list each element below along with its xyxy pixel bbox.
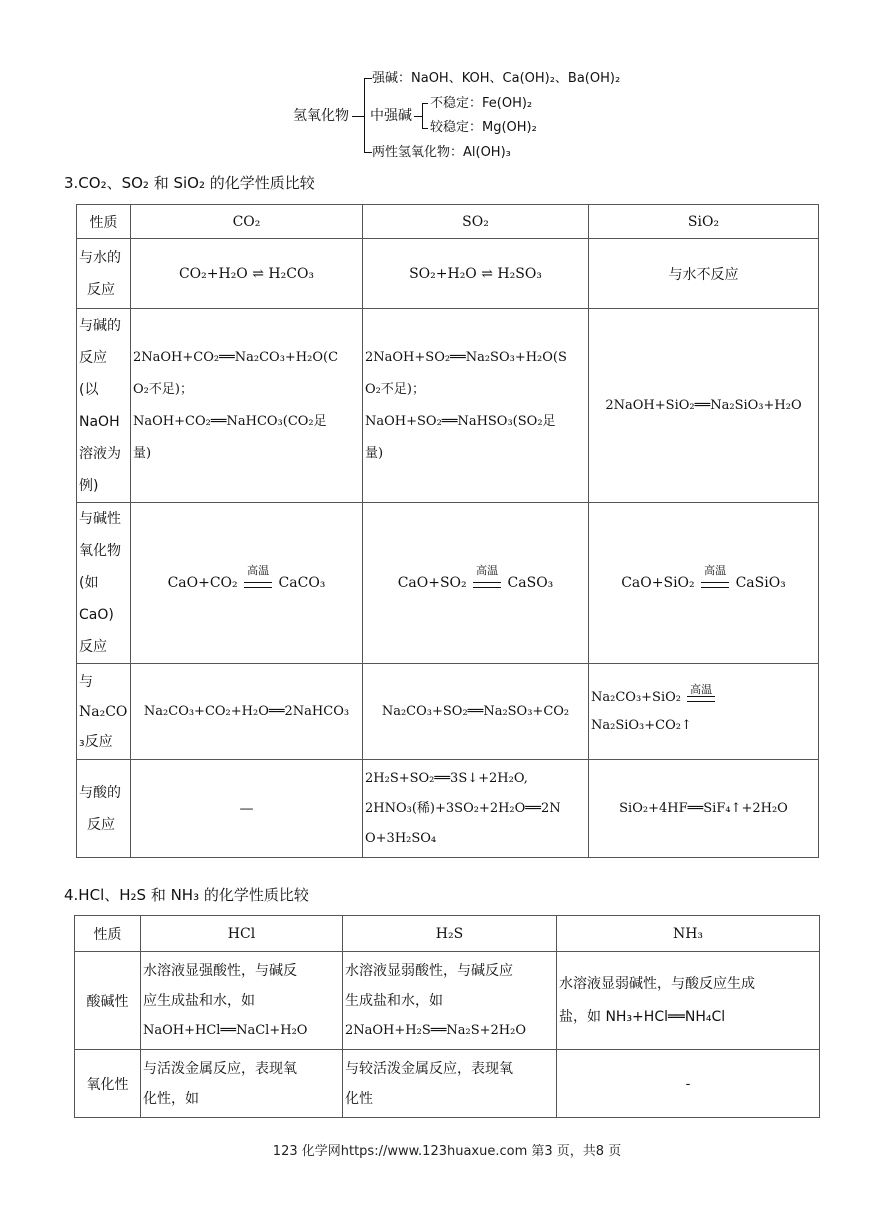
so2-water-reaction: SO₂+H₂O ⇌ H₂SO₃ [363, 239, 589, 309]
table-header-row [75, 916, 820, 952]
so2-na2co3-reaction: Na₂CO₃+SO₂══Na₂SO₃+CO₂ [363, 664, 589, 760]
page-footer: 123 化学网https://www.123huaxue.com 第3 页，共8 页 [272, 1144, 622, 1159]
table-row [77, 503, 819, 664]
prop-acidity: 酸碱性 [75, 952, 141, 1050]
table-row [77, 309, 819, 503]
table-row [75, 1050, 820, 1118]
so2-base-reaction: 2NaOH+SO₂══Na₂SO₃+H₂O(S O₂不足)； NaOH+SO₂══NaHSO₃(SO₂足 量) [363, 309, 589, 503]
so2-acid-reaction: 2H₂S+SO₂══3S↓+2H₂O, 2HNO₃(稀)+3SO₂+2H₂O══2N O+3H₂SO₄ [363, 760, 589, 858]
co2-oxide-reaction: CaO+CO₂ 高温 CaCO₃ [131, 503, 363, 664]
co2-na2co3-reaction: Na₂CO₃+CO₂+H₂O══2NaHCO₃ [131, 664, 363, 760]
header-sio2: SiO₂ [589, 205, 819, 239]
table-oxides [76, 204, 819, 858]
co2-water-reaction: CO₂+H₂O ⇌ H₂CO₃ [131, 239, 363, 309]
hcl-oxidizing: 与活泼金属反应，表现氧 化性，如 [141, 1050, 343, 1118]
high-temp-condition: 高温 [471, 574, 503, 592]
header-nh3: NH₃ [557, 916, 820, 952]
table-row [75, 952, 820, 1050]
co2-acid-reaction: — [131, 760, 363, 858]
tree-strong-base: 强碱：NaOH、KOH、Ca(OH)₂、Ba(OH)₂ [372, 71, 621, 86]
tree-amphoteric: 两性氢氧化物：Al(OH)₃ [372, 145, 511, 160]
sio2-na2co3-reaction: Na₂CO₃+SiO₂ 高温 Na₂SiO₃+CO₂↑ [589, 664, 819, 760]
prop-water: 与水的 反应 [77, 239, 131, 309]
prop-base: 与碱的 反应 (以 NaOH 溶液为 例) [77, 309, 131, 503]
table-row [77, 239, 819, 309]
prop-sodium-carbonate: 与 Na₂CO ₃反应 [77, 664, 131, 760]
table-hydrides [74, 915, 820, 1118]
header-property: 性质 [75, 916, 141, 952]
high-temp-condition: 高温 [685, 688, 717, 706]
tree-unstable: 不稳定：Fe(OH)₂ [430, 96, 533, 111]
sio2-acid-reaction: SiO₂+4HF══SiF₄↑+2H₂O [589, 760, 819, 858]
high-temp-condition: 高温 [242, 574, 274, 592]
header-hcl: HCl [141, 916, 343, 952]
h2s-oxidizing: 与较活泼金属反应，表现氧 化性 [343, 1050, 557, 1118]
table-row [77, 664, 819, 760]
nh3-oxidizing: - [557, 1050, 820, 1118]
sio2-water-reaction: 与水不反应 [589, 239, 819, 309]
prop-basic-oxide: 与碱性 氧化物 (如 CaO) 反应 [77, 503, 131, 664]
co2-base-reaction: 2NaOH+CO₂══Na₂CO₃+H₂O(C O₂不足)； NaOH+CO₂══NaHCO₃(CO₂足 量) [131, 309, 363, 503]
section3-heading: 3.CO₂、SO₂ 和 SiO₂ 的化学性质比较 [64, 174, 315, 192]
tree-root: 氢氧化物 [293, 108, 349, 124]
header-h2s: H₂S [343, 916, 557, 952]
prop-acid: 与酸的 反应 [77, 760, 131, 858]
tree-medium-base: 中强碱 [370, 108, 412, 124]
tree-connector [352, 116, 364, 117]
high-temp-condition: 高温 [699, 574, 731, 592]
table-row [77, 760, 819, 858]
tree-stable: 较稳定：Mg(OH)₂ [430, 120, 537, 135]
sio2-base-reaction: 2NaOH+SiO₂══Na₂SiO₃+H₂O [589, 309, 819, 503]
tree-brace [364, 78, 365, 153]
sio2-oxide-reaction: CaO+SiO₂ 高温 CaSiO₃ [589, 503, 819, 664]
tree-subbrace [422, 103, 423, 129]
header-co2: CO₂ [131, 205, 363, 239]
hcl-acidity: 水溶液显强酸性，与碱反 应生成盐和水，如 NaOH+HCl══NaCl+H₂O [141, 952, 343, 1050]
so2-oxide-reaction: CaO+SO₂ 高温 CaSO₃ [363, 503, 589, 664]
table-header-row [77, 205, 819, 239]
nh3-basicity: 水溶液显弱碱性，与酸反应生成 盐，如 NH₃+HCl══NH₄Cl [557, 952, 820, 1050]
header-so2: SO₂ [363, 205, 589, 239]
h2s-acidity: 水溶液显弱酸性，与碱反应 生成盐和水，如 2NaOH+H₂S══Na₂S+2H₂O [343, 952, 557, 1050]
section4-heading: 4.HCl、H₂S 和 NH₃ 的化学性质比较 [64, 886, 309, 904]
prop-oxidizing: 氧化性 [75, 1050, 141, 1118]
header-property: 性质 [77, 205, 131, 239]
